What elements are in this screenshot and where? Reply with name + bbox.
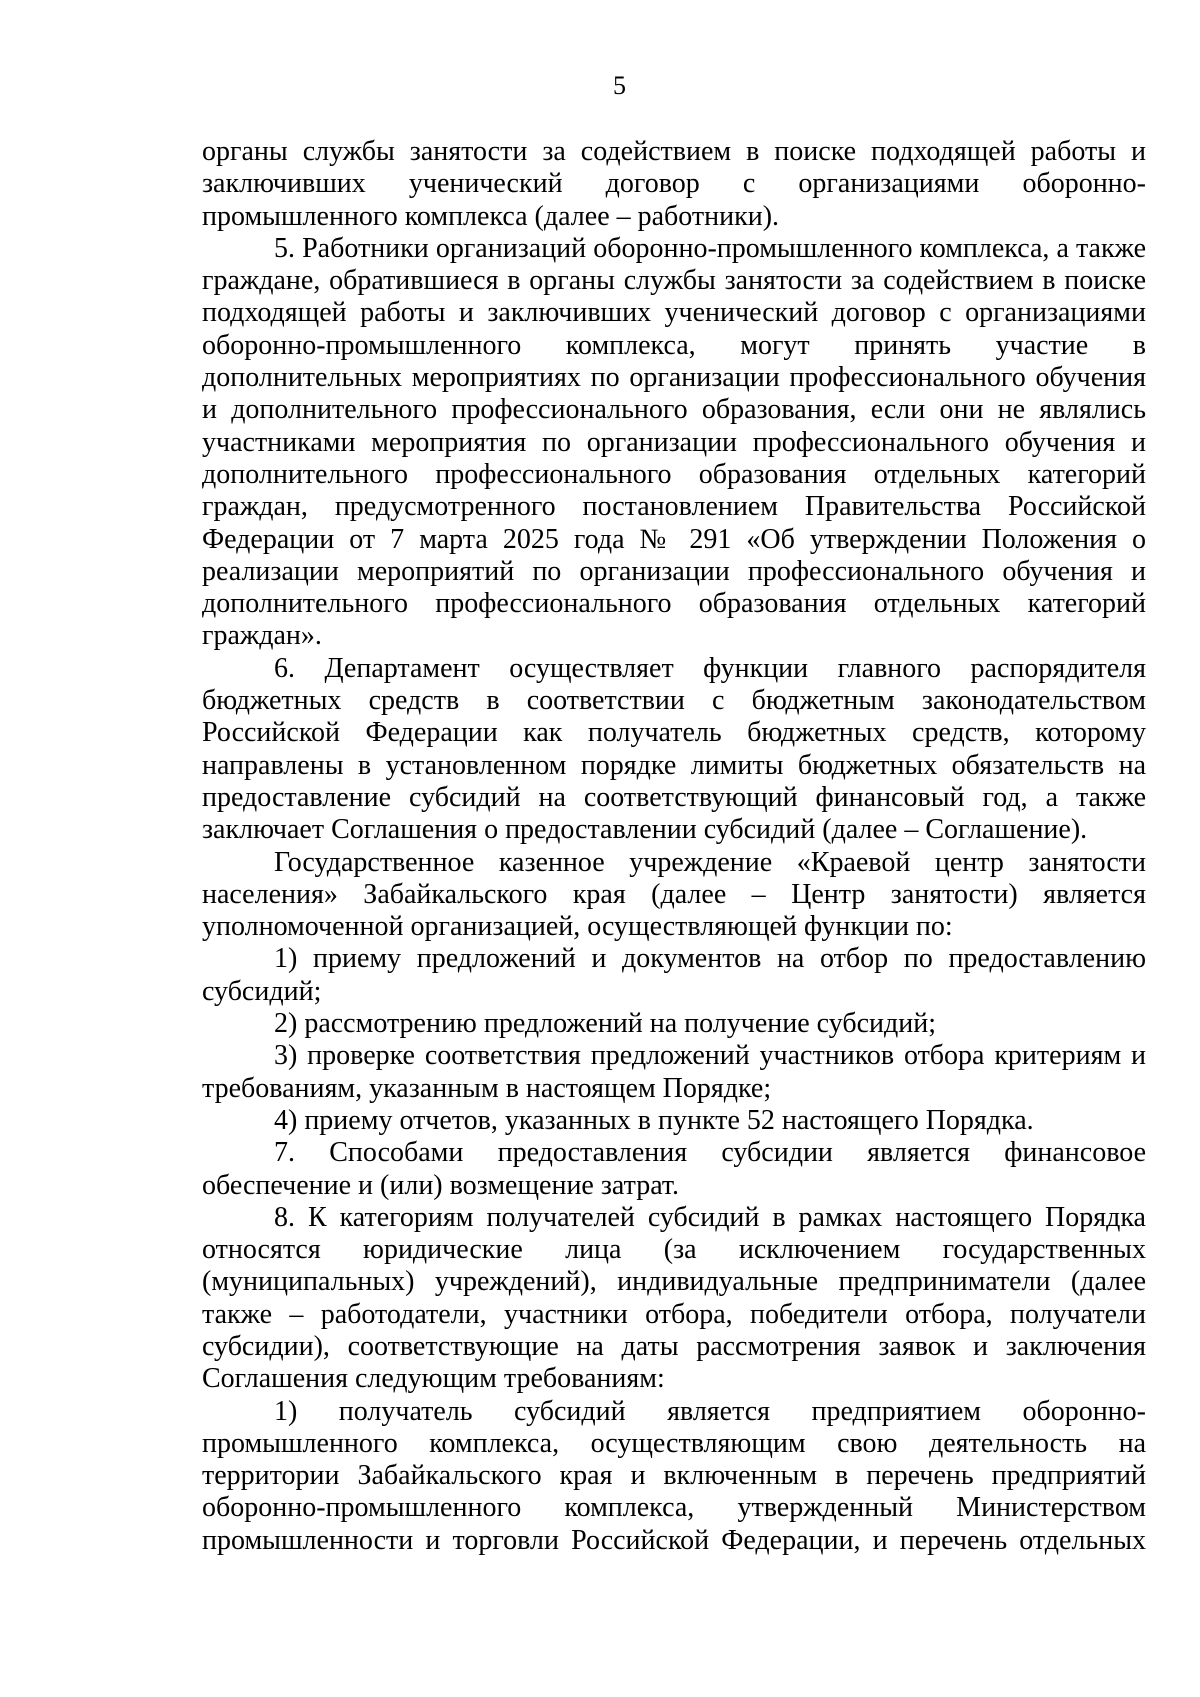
paragraph-continuation: органы службы занятости за содействием в поиске подходящей работы и заключивших ученический договор с организациями оборонно-промышленного комплекса (далее – работники). bbox=[202, 136, 1146, 232]
list-item-3: 3) проверке соответствия предложений участников отбора критериям и требованиям, указанным в настоящем Порядке; bbox=[202, 1040, 1146, 1104]
list-item-4: 4) приему отчетов, указанных в пункте 52 настоящего Порядка. bbox=[274, 1104, 1034, 1136]
list-item-2: 2) рассмотрению предложений на получение субсидий; bbox=[274, 1008, 937, 1040]
document-body bbox=[202, 136, 1146, 1557]
paragraph-requirement-1: 1) получатель субсидий является предприятием оборонно-промышленного комплекса, осуществляющим свою деятельность на территории Забайкальского края и включенным в перечень предприятий оборонно-промышленного комплекса, утвержденный Министерством промышленности и торговли Российской Федерации, и перечень отдельных bbox=[202, 1395, 1146, 1556]
paragraph-item-6: 6. Департамент осуществляет функции главного распорядителя бюджетных средств в соответствии с бюджетным законодательством Российской Федерации как получатель бюджетных средств, которому направлены в установленном порядке лимиты бюджетных обязательств на предоставление субсидий на соответствующий финансовый год, а также заключает Соглашения о предоставлении субсидий (далее – Соглашение). bbox=[202, 652, 1146, 846]
paragraph-center-functions: Государственное казенное учреждение «Краевой центр занятости населения» Забайкальского края (далее – Центр занятости) является уполномоченной организацией, осуществляющей функции по: bbox=[202, 846, 1146, 943]
paragraph-item-5: 5. Работники организаций оборонно-промышленного комплекса, а также граждане, обратившиеся в органы службы занятости за содействием в поиске подходящей работы и заключивших ученический договор с организациями оборонно-промышленного комплекса, могут принять участие в дополнительных мероприятиях по организации профессионального обучения и дополнительного профессионального образования, если они не являлись участниками мероприятия по организации профессионального обучения и дополнительного профессионального образования отдельных категорий граждан, предусмотренного постановлением Правительства Российской Федерации от 7 марта 2025 года № 291 «Об утверждении Положения о реализации мероприятий по организации профессионального обучения и дополнительного профессионального образования отдельных категорий граждан». bbox=[202, 232, 1146, 652]
page-number: 5 bbox=[613, 71, 626, 100]
list-item-1: 1) приему предложений и документов на отбор по предоставлению субсидий; bbox=[202, 943, 1146, 1007]
paragraph-item-7: 7. Способами предоставления субсидии является финансовое обеспечение и (или) возмещение затрат. bbox=[202, 1137, 1146, 1201]
paragraph-item-8: 8. К категориям получателей субсидий в рамках настоящего Порядка относятся юридические лица (за исключением государственных (муниципальных) учреждений), индивидуальные предприниматели (далее также – работодатели, участники отбора, победители отбора, получатели субсидии), соответствующие на даты рассмотрения заявок и заключения Соглашения следующим требованиям: bbox=[202, 1201, 1146, 1395]
